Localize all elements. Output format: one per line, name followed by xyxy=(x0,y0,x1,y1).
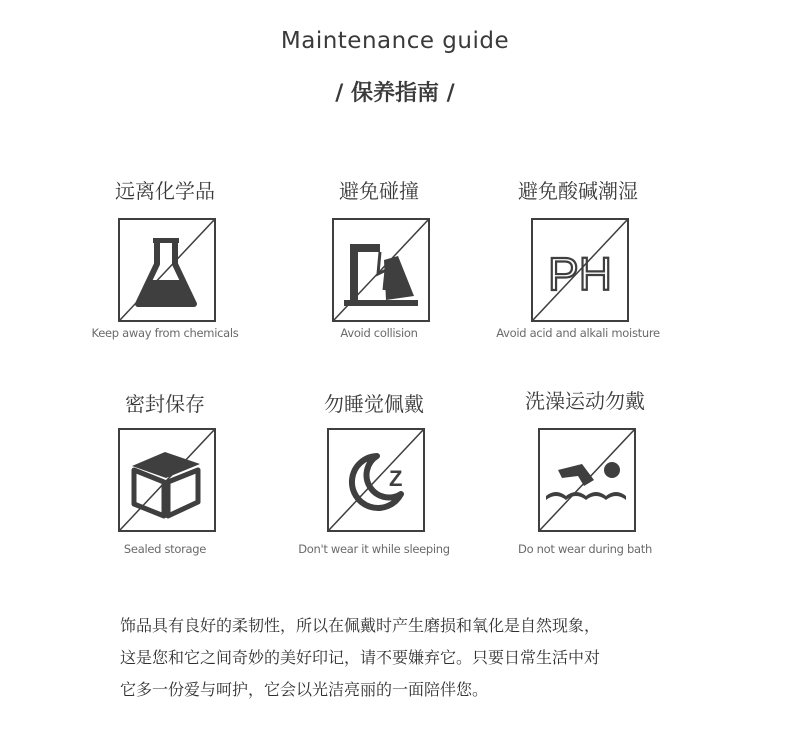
care-item-caption: Avoid collision xyxy=(340,326,418,340)
swimmer-icon xyxy=(538,428,636,532)
ph-icon xyxy=(531,218,629,322)
care-item-caption: Do not wear during bath xyxy=(518,542,652,556)
moon-sleep-icon xyxy=(327,428,425,532)
care-item-caption: Sealed storage xyxy=(123,542,207,556)
care-item-title: 避免酸碱潮湿 xyxy=(518,179,638,203)
care-description xyxy=(120,610,680,706)
care-item-chemicals xyxy=(65,177,265,340)
description-line: 这是您和它之间奇妙的美好印记，请不要嫌弃它。只要日常生活中对 xyxy=(120,648,601,667)
care-item-title: 避免碰撞 xyxy=(339,179,419,203)
description-line: 它多一份爱与呵护，它会以光洁亮丽的一面陪伴您。 xyxy=(120,680,489,699)
z-text: Z xyxy=(389,466,403,491)
care-item-sealed xyxy=(65,390,265,556)
care-item-caption: Avoid acid and alkali moisture xyxy=(496,326,660,340)
flask-icon xyxy=(118,218,216,322)
care-item-acid-alkali xyxy=(478,177,678,340)
care-item-title: 密封保存 xyxy=(125,392,205,416)
collision-icon xyxy=(332,218,430,322)
care-item-title: 勿睡觉佩戴 xyxy=(324,392,424,416)
description-line: 饰品具有良好的柔韧性，所以在佩戴时产生磨损和氧化是自然现象， xyxy=(120,616,601,635)
page-title-cn: / 保养指南 / xyxy=(335,81,455,106)
ph-text: PH xyxy=(548,248,612,300)
care-item-bath xyxy=(485,387,685,556)
care-item-title: 洗澡运动勿戴 xyxy=(525,389,645,413)
care-item-sleeping xyxy=(274,390,474,556)
box-icon xyxy=(118,428,216,532)
care-item-caption: Keep away from chemicals xyxy=(91,326,239,340)
care-item-caption: Don't wear it while sleeping xyxy=(298,542,450,556)
page-title-en: Maintenance guide xyxy=(280,28,510,54)
care-item-collision xyxy=(279,177,479,340)
care-item-title: 远离化学品 xyxy=(115,179,215,203)
